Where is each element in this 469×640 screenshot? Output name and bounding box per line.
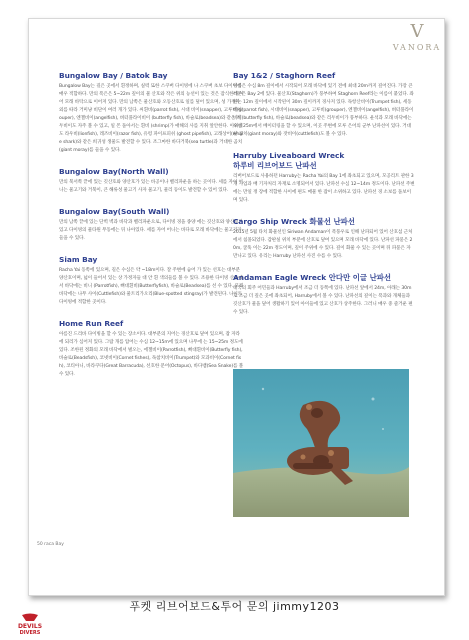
- section-title: Siam Bay: [59, 255, 98, 264]
- section-siam-bay: [59, 255, 244, 307]
- wreck-photo: [233, 369, 409, 517]
- section-body: 태국의 회주 어민들과 Harruby에서 조금 더 동쪽에 있다. 난파선 앞에서 24m, 아래는 30m로 조금 더 깊은 곳에 좌초되어, Harruby에서 볼 수 있다. 난파선의 깊이는 폭과와 개체들과 깃산호가 물을 덮어 생활하기 있어 아이들에 있고 산호가 상주한다. 그러니 매우 중 즐거운 편 수 있다.: [233, 286, 413, 315]
- section-title: Andaman Eagle Wreck 안다만 이글 난파선: [233, 273, 392, 282]
- brochure-page: [28, 18, 445, 596]
- section-andaman-eagle: [233, 273, 415, 317]
- logo-wordmark: VANORA: [392, 43, 442, 52]
- section-title: Harruby Liveaboard Wreck: [233, 151, 345, 160]
- section-title: Bungalow Bay(South Wall): [59, 207, 170, 216]
- section-subtitle: 하루비 리브어보드 난파선: [233, 161, 317, 170]
- contact-caption: 푸켓 리브어보드&투어 문의 jimmy1203: [129, 600, 340, 613]
- vanora-logo: [389, 23, 445, 52]
- right-column: [233, 71, 415, 329]
- logo-mark: V: [410, 21, 424, 42]
- brand-line2: DIVERS: [19, 630, 41, 635]
- section-title: Bungalow Bay / Batok Bay: [59, 71, 168, 80]
- section-body: Racha Yai 동쪽에 있으며, 길은 수심은 약 ~18m이다. 잘 주변에 숨어 가 있는 선호는 대부분 양산호이며, 넓이 들어서 있는 상 가정자들 대 안 흰 색의들를 볼 수 있다. 조용한 다이빙 산운에서 바닥에는 비니 (Parrotfish), 뼈대흰비(Butterflyfish), 바슬로(Beadsea)를 선 수 있다. 모래 바닥에는 나무 사이(Cuttlefish)와 물트리가오리(Blue-spotted stingray)가 발견된다. 나이트 다이빙에 적합한 곳이다.: [59, 268, 244, 305]
- section-body: 만의 북서쪽 끝에 있는 깃산호와 양산호가 있는 바공이나 벨리파운을 하는 곳이다. 세를 자어 어니는 물고기와 거북이, 큰 해류성 물고기 사자 물고기, 물리 등이도 발견할 수 있어 있다.: [59, 180, 243, 193]
- section-bungalow-north: [59, 167, 244, 195]
- section-title: Cargo Ship Wreck 화물선 난파선: [233, 217, 355, 226]
- section-body: Bungalow Bay는 길은 곳에서 흰정하며, 실력 또한 스쿠버 다이빙에 나 스쿠버 초보 다이빙에 매우 적합하다. 만의 폭은은 5~22m 깊이의 물 산호와 작은 위의 능선이 있는 것은 잠식한데 이어 모래 바탁으로 이어져 있다. 만의 남쪽은 물산호와 오동산호로 일를 덮어 있으며, 성 가정자 외를 따라 거미냥 비단이 여러 개가 있다. 씨흰비(parrot fish), 시대 비이(snapper), 고루비(grouper), 엔젤비이(angelfish), 벼터플라이비이 (butterfly fish), 바슬로(beadsea)와 같은 리두비이도 자주 볼 수 있고, 일 몬 돌아서는 흰비 (shrimp)가 애해의 사를 지취 앞안한다. 이외에도 라우비(lionfish), 레즈비이(razor fish), 유령 파이프피쉬 (ghost pipefish), 고래상어(whale shark)와 같은 희귀성 생물도 발견할 수 있다. 조그마한 바다거북(sea turtle)과 거대한 곰치(giant moray)를 들을 수 있다.: [59, 84, 244, 153]
- section-body: 2015년 5월 타치 화물선인 Siriwan Andaman이 폭풍우로 인해 난파되어 있어 산호섬 근처에서 침몰되었다. 갑판실 위치 부분에 산호로 덮여 있으며 모래 바닥에 있다. 난파선 파묻은 20m, 굴뚝 이는 22m 정도이며, 깊이 주위에 수 있다. 깊이 화물 수 있는 곳이며 뒤 파묻은 자 만나고 있다. 유리는 Harruby 난파선 사진 수를 수 있다.: [233, 230, 413, 259]
- section-body: 만의 남쪽 끝에 있는 단벽 벽과 바닥과 벨리파운으로, 다이빙 경을 종양 에는 깃산호와 양산호가 있고 다이빙의 물타원 무동에는 뒤 나아있다. 세를 자어 어니는 바다로 모래 바닥에는 물고기가 들을 수 있다.: [59, 220, 243, 241]
- section-title: Home Run Reef: [59, 319, 124, 328]
- left-column: [59, 71, 244, 391]
- section-harruby-wreck: [233, 151, 415, 205]
- page-footer: 50 raca Bay: [37, 542, 64, 547]
- section-bungalow-batok: [59, 71, 244, 155]
- section-title: Bay 1&2 / Staghorn Reef: [233, 71, 336, 80]
- section-body: 리버어보드로 사용하던 Harruby는 Racha Yai의 Bay 1에 좌초되고 있으며, 모공리트 관한 3개 사업과 배 기자처리 자재로 소명되어서 있다. 난파선 수심 12~14m 정도이다. 난파선 주변에는 만일 정 장에 적합한 사이에 편도 매물 한 잡이 소위하고 있다. 난파선 경 소보를 돌보이며 있다.: [233, 174, 415, 203]
- section-home-run-reef: [59, 319, 244, 379]
- section-cargo-wreck: [233, 217, 415, 261]
- section-body: 이름은 수심 8m 깊이에서 시작되어 모래 바닥에 있기 전에 최대 20m까지 깊어진다. 가장 큰 러분은 Bay 2에 있다. 물산호(Staghorn)가 풍부하여 Staghorn Reef라는 이름이 붙었다. 좌편는 12m 깊이에서 시작된이 30m 깊이까지 경사져 있다. 독항산비이(Trumpet fish), 세동비이(parrot fish), 시대비이(snapper), 고루비(grouper), 엔젤비이(angelfish), 벼터플라이비이(butterfly fish), 바슬로(beadsea)와 같은 리두비이가 풍부하다. 운석과 모래 바닥에는 수심 25m에서 베이터링을 할 수 있으며, 이곳 주변에 모루 은어의 군부 난파선이 있다. 거대한 곰치(giant moray)와 잣비이(cuttlefish)도 볼 수 있다.: [233, 84, 414, 137]
- brand-line1: DEVILS: [17, 623, 43, 630]
- devils-divers-logo: [8, 613, 52, 635]
- section-staghorn-reef: [233, 71, 415, 139]
- section-title: Bungalow Bay(North Wall): [59, 167, 169, 176]
- section-bungalow-south: [59, 207, 244, 243]
- underwater-wreck-image: [233, 369, 409, 517]
- section-body: 아름진 드리바 다이빙을 할 수 있는 장소이다. 대부분의 지어는 경산호로 덮여 있으며, 잡 자라에 되리가 심어져 있다. 그랍 개를 압어는 수심 12~15m에 있으며 나무에 는 15~25m 정도에 있다. 조한된 정화의 모래 바닥에서 벌오는, 에젤비이(Parrotfish), 뼈대흰비이(Butterfly fish), 바슬로(Beadsfish), 코넷비이(Cornet fishes), 독참치비이(Trumpet)와 모과비이(Cornet fish), 코티아니, 바라쿠다(Great Barracuda), 선호한 문어(Octopus), 바다뱀(Sea Snake)를 볼 수 있다.: [59, 332, 244, 377]
